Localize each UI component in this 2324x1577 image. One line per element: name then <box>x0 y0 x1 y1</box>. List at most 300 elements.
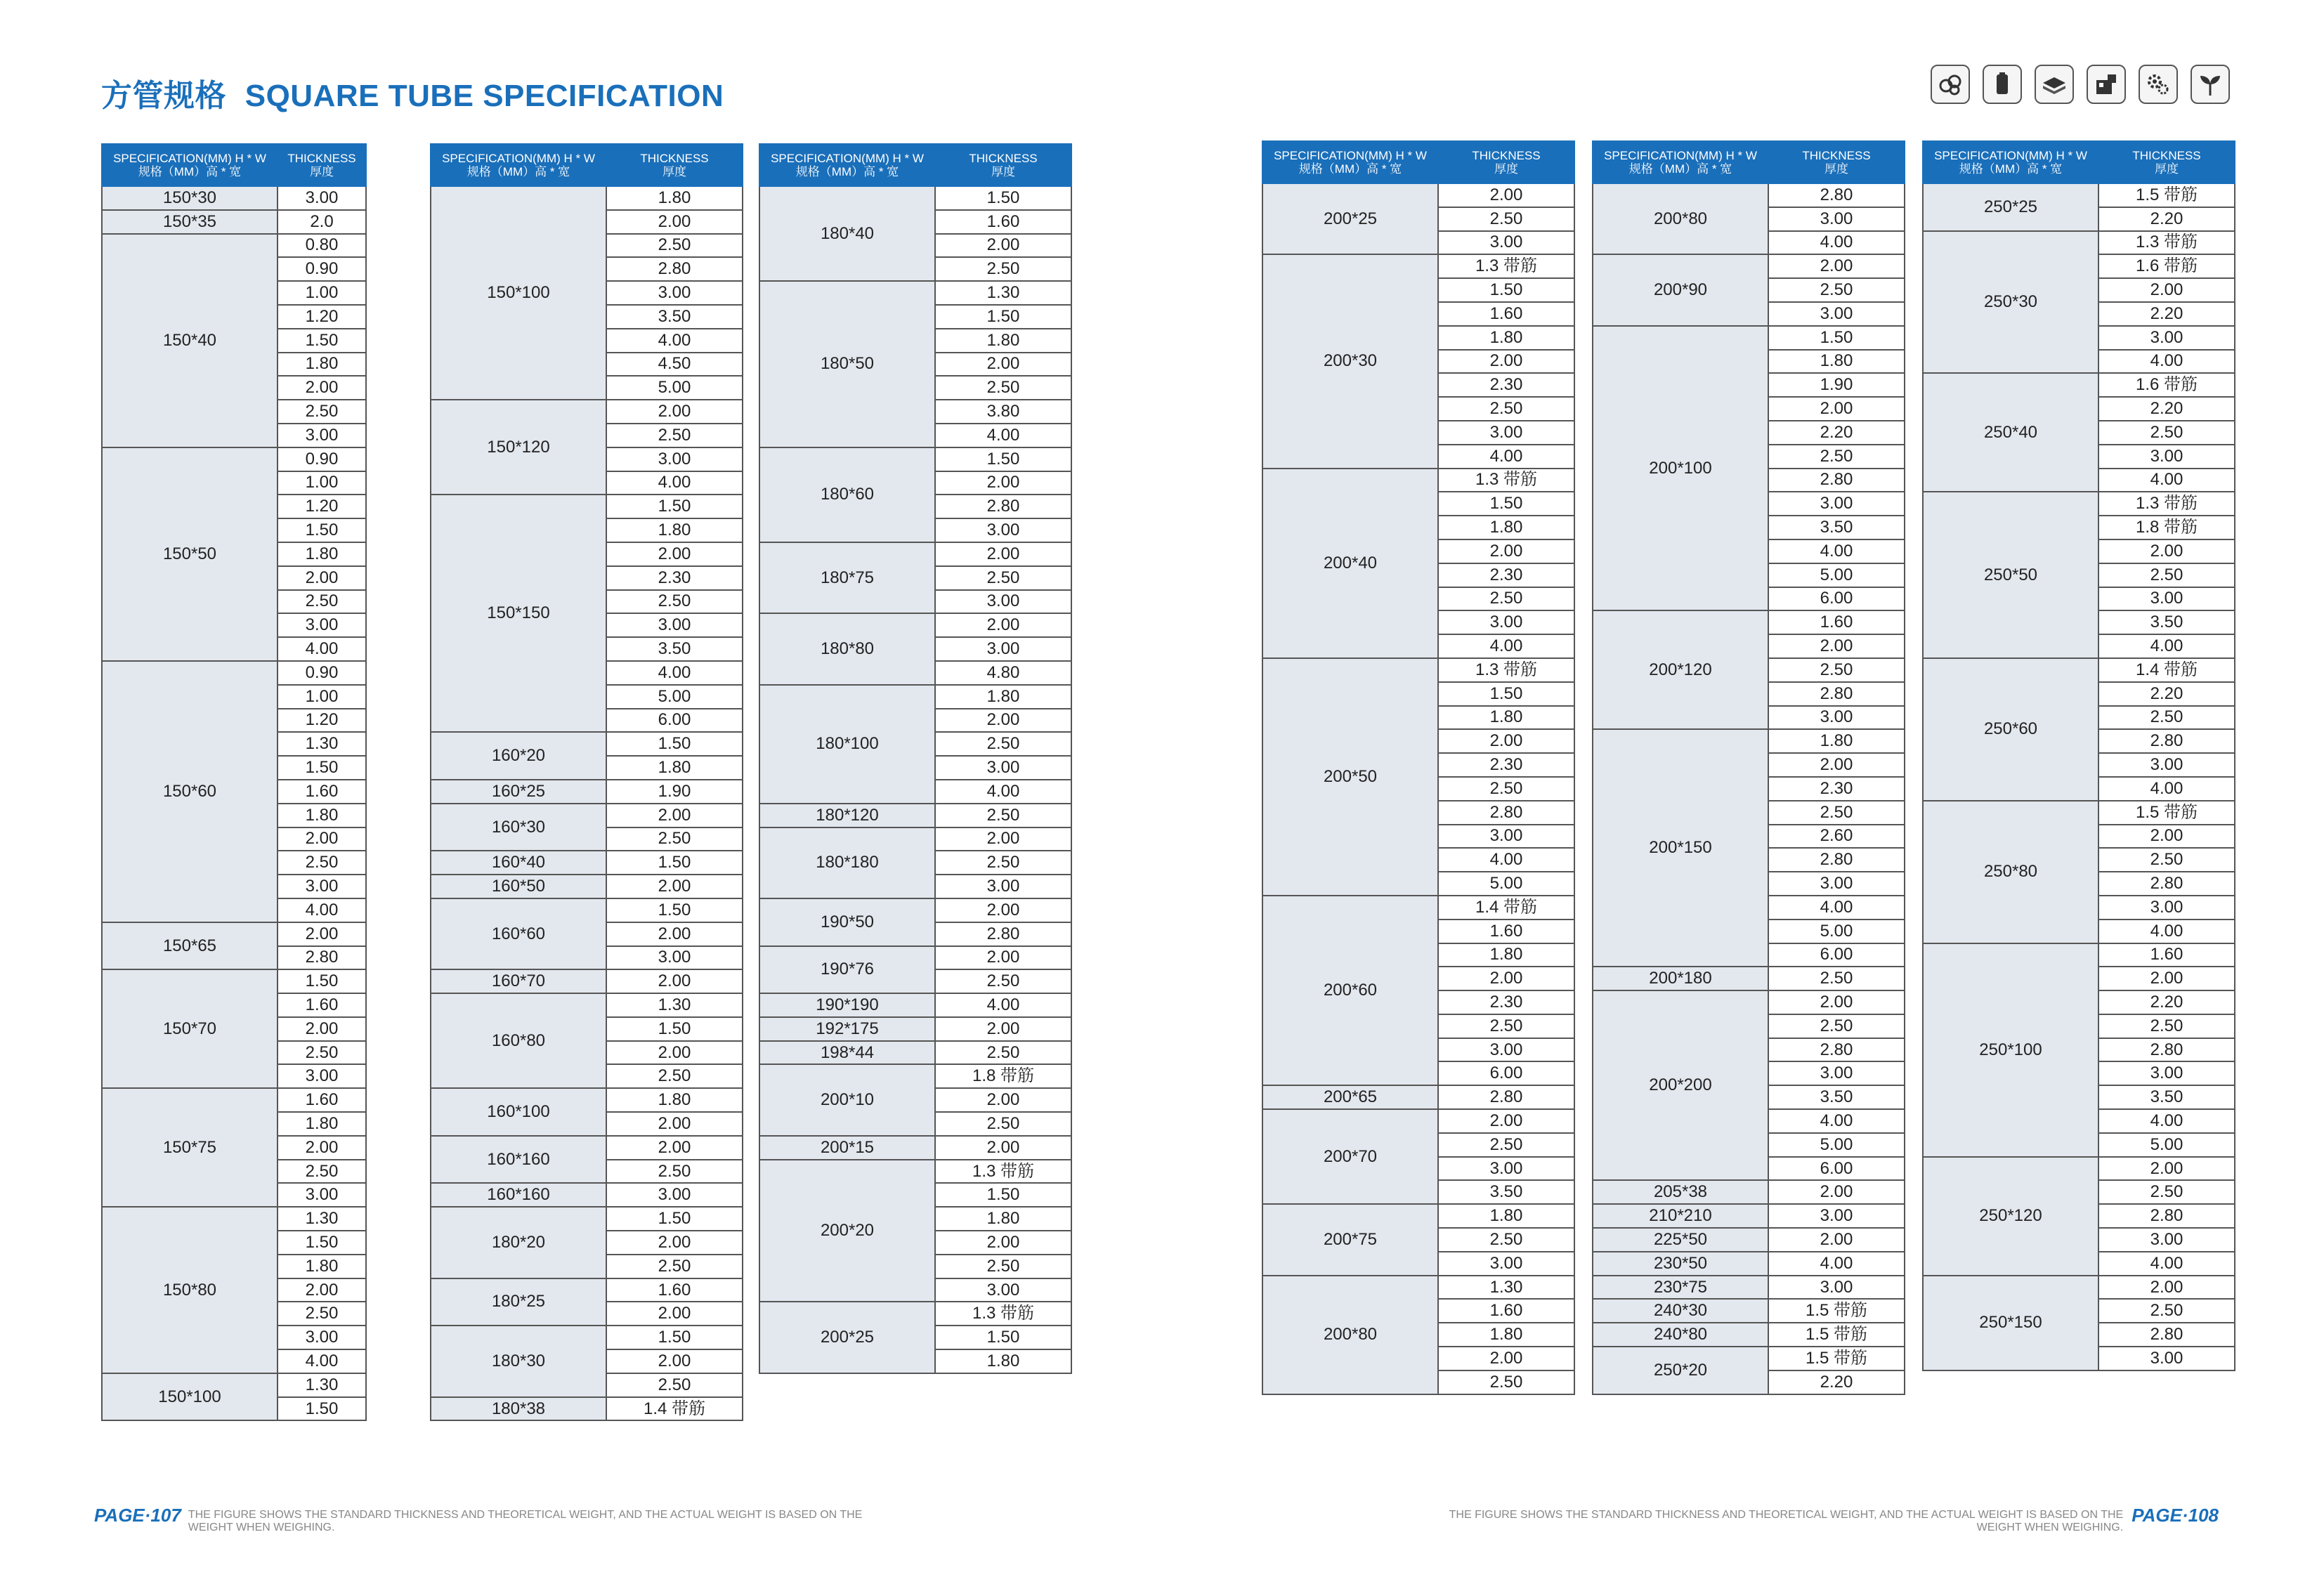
thickness-column-header: THICKNESS 厚度 <box>2098 141 2235 183</box>
spec-cell: 180*25 <box>431 1278 606 1326</box>
spec-cell: 200*100 <box>1593 326 1768 611</box>
table-row <box>431 969 743 993</box>
spec-cell: 180*50 <box>759 281 935 447</box>
thickness-cell: 2.80 <box>606 257 743 281</box>
spec-cell: 160*160 <box>431 1136 606 1184</box>
thickness-cell: 1.80 <box>278 804 366 827</box>
spec-cell: 180*180 <box>759 827 935 898</box>
thickness-cell: 2.20 <box>2098 990 2235 1014</box>
thickness-cell: 2.50 <box>935 1255 1071 1278</box>
spec-table-6 <box>1922 140 2235 1371</box>
thickness-cell: 2.50 <box>2098 1180 2235 1204</box>
thickness-cell: 3.00 <box>2098 326 2235 350</box>
thickness-cell: 4.00 <box>2098 920 2235 943</box>
thickness-cell: 3.00 <box>1438 1252 1574 1276</box>
table-header <box>1923 141 2235 183</box>
thickness-cell: 1.30 <box>278 1373 366 1397</box>
spec-cell: 160*40 <box>431 851 606 875</box>
thickness-cell: 2.00 <box>606 210 743 234</box>
thickness-cell: 2.50 <box>278 400 366 424</box>
table-row <box>1262 1204 1574 1228</box>
thickness-cell: 2.00 <box>606 875 743 898</box>
thickness-cell: 1.60 <box>278 993 366 1017</box>
thickness-cell: 3.00 <box>935 637 1071 661</box>
thickness-cell: 3.00 <box>2098 1228 2235 1252</box>
page-number-left: PAGE·107 <box>94 1505 181 1526</box>
thickness-cell: 2.00 <box>278 922 366 946</box>
table-row <box>759 281 1071 305</box>
thickness-cell: 1.60 <box>278 780 366 804</box>
spec-cell: 200*75 <box>1262 1204 1438 1275</box>
thickness-cell: 2.80 <box>1768 183 1905 207</box>
spec-cell: 250*120 <box>1923 1157 2098 1276</box>
thickness-cell: 2.00 <box>278 566 366 590</box>
thickness-cell: 1.6 带筋 <box>2098 373 2235 397</box>
thickness-cell: 2.00 <box>935 1136 1071 1160</box>
footer-note-right: THE FIGURE SHOWS THE STANDARD THICKNESS AND THEORETICAL WEIGHT, AND THE ACTUAL WEIGHT IS BASED ON THE WEIGHT WHEN WEIGHING. <box>1449 1509 2124 1533</box>
thickness-cell: 2.50 <box>935 376 1071 400</box>
spec-cell: 250*80 <box>1923 801 2098 943</box>
table-row <box>1923 373 2235 397</box>
thickness-cell: 2.00 <box>278 827 366 851</box>
thickness-cell: 2.00 <box>1768 397 1905 421</box>
spec-cell: 200*50 <box>1262 658 1438 896</box>
thickness-cell: 2.50 <box>1768 658 1905 682</box>
spec-cell: 200*25 <box>1262 183 1438 254</box>
spec-cell: 160*25 <box>431 780 606 804</box>
thickness-cell: 2.00 <box>1438 1109 1574 1133</box>
spec-cell: 200*70 <box>1262 1109 1438 1204</box>
thickness-cell: 1.80 <box>278 1255 366 1278</box>
thickness-cell: 1.50 <box>606 898 743 922</box>
page-title <box>101 70 724 115</box>
spec-cell: 200*60 <box>1262 896 1438 1085</box>
spec-column-header: SPECIFICATION(MM) H * W 规格（MM）高 * 宽 <box>102 144 278 186</box>
cylinder-icon[interactable] <box>1983 65 2022 104</box>
table-row <box>431 186 743 210</box>
spec-cell: 200*150 <box>1593 729 1768 967</box>
spec-cell: 230*50 <box>1593 1252 1768 1276</box>
thickness-cell: 2.50 <box>2098 563 2235 587</box>
thickness-cell: 2.30 <box>1438 373 1574 397</box>
thickness-cell: 5.00 <box>1438 872 1574 896</box>
table-row <box>1593 1276 1905 1300</box>
table-row <box>102 922 366 946</box>
page-number-right: PAGE·108 <box>2132 1505 2219 1526</box>
table-row <box>1593 326 1905 350</box>
thickness-cell: 0.80 <box>278 234 366 258</box>
spec-cell: 150*50 <box>102 447 278 661</box>
spec-cell: 160*30 <box>431 804 606 851</box>
thickness-cell: 2.50 <box>1768 1014 1905 1038</box>
thickness-cell: 1.60 <box>2098 943 2235 967</box>
thickness-cell: 2.50 <box>935 969 1071 993</box>
thickness-cell: 1.80 <box>935 1349 1071 1373</box>
thickness-cell: 2.50 <box>1438 1370 1574 1394</box>
thickness-cell: 1.80 <box>606 756 743 780</box>
spec-cell: 180*120 <box>759 804 935 827</box>
thickness-cell: 5.00 <box>2098 1133 2235 1157</box>
thickness-cell: 2.80 <box>278 946 366 970</box>
thickness-cell: 6.00 <box>1438 1061 1574 1085</box>
spec-cell: 192*175 <box>759 1017 935 1041</box>
table-row <box>431 875 743 898</box>
thickness-cell: 3.50 <box>2098 610 2235 634</box>
thickness-cell: 2.80 <box>1768 848 1905 872</box>
thickness-cell: 1.8 带筋 <box>2098 516 2235 539</box>
thickness-cell: 2.50 <box>2098 848 2235 872</box>
thickness-cell: 4.00 <box>2098 1109 2235 1133</box>
thickness-cell: 2.50 <box>2098 1014 2235 1038</box>
thickness-cell: 2.00 <box>1768 1228 1905 1252</box>
spec-cell: 150*65 <box>102 922 278 970</box>
thickness-cell: 2.50 <box>1438 1228 1574 1252</box>
spec-cell: 150*150 <box>431 495 606 732</box>
thickness-cell: 2.00 <box>1438 350 1574 374</box>
thickness-cell: 4.00 <box>2098 634 2235 658</box>
thickness-cell: 3.00 <box>2098 753 2235 777</box>
thickness-cell: 5.00 <box>1768 920 1905 943</box>
thickness-cell: 4.00 <box>1438 634 1574 658</box>
thickness-cell: 2.50 <box>2098 421 2235 445</box>
thickness-cell: 2.00 <box>606 922 743 946</box>
thickness-cell: 4.00 <box>2098 777 2235 801</box>
thickness-cell: 1.50 <box>1438 492 1574 516</box>
spec-cell: 200*65 <box>1262 1085 1438 1109</box>
thickness-cell: 3.00 <box>1768 1061 1905 1085</box>
thickness-cell: 1.5 带筋 <box>1768 1347 1905 1370</box>
thickness-cell: 2.00 <box>606 1302 743 1326</box>
thickness-cell: 2.50 <box>1768 278 1905 302</box>
thickness-cell: 3.00 <box>935 590 1071 614</box>
table-row <box>102 1088 366 1112</box>
spec-cell: 180*38 <box>431 1397 606 1421</box>
table-row <box>102 969 366 993</box>
spec-cell: 180*100 <box>759 685 935 804</box>
thickness-cell: 1.50 <box>1438 278 1574 302</box>
thickness-cell: 1.50 <box>278 329 366 353</box>
thickness-cell: 1.5 带筋 <box>2098 801 2235 825</box>
thickness-cell: 2.00 <box>2098 967 2235 990</box>
spec-cell: 200*40 <box>1262 469 1438 658</box>
thickness-cell: 3.00 <box>1438 1038 1574 1062</box>
thickness-cell: 2.00 <box>606 1349 743 1373</box>
thickness-cell: 5.00 <box>1768 1133 1905 1157</box>
thickness-cell: 1.4 带筋 <box>606 1397 743 1421</box>
table-row <box>431 1278 743 1302</box>
table-row <box>759 613 1071 637</box>
thickness-cell: 3.00 <box>278 613 366 637</box>
thickness-cell: 2.30 <box>606 566 743 590</box>
thickness-cell: 2.50 <box>606 590 743 614</box>
spec-cell: 180*75 <box>759 542 935 613</box>
thickness-cell: 2.80 <box>1438 1085 1574 1109</box>
thickness-cell: 1.50 <box>278 1231 366 1255</box>
table-row <box>102 447 366 471</box>
spec-column-header: SPECIFICATION(MM) H * W 规格（MM）高 * 宽 <box>1593 141 1768 183</box>
spec-cell: 180*60 <box>759 447 935 542</box>
thickness-cell: 2.50 <box>606 234 743 258</box>
table-row <box>759 685 1071 709</box>
table-row <box>759 804 1071 827</box>
thickness-cell: 3.00 <box>1768 302 1905 326</box>
sheet-icon[interactable] <box>2035 65 2074 104</box>
thickness-cell: 3.00 <box>2098 1061 2235 1085</box>
table-row <box>1593 1323 1905 1347</box>
thickness-cell: 1.3 带筋 <box>935 1160 1071 1184</box>
thickness-cell: 3.00 <box>1438 610 1574 634</box>
thickness-cell: 1.50 <box>935 447 1071 471</box>
thickness-cell: 2.30 <box>1768 777 1905 801</box>
spec-cell: 240*80 <box>1593 1323 1768 1347</box>
thickness-cell: 0.90 <box>278 661 366 685</box>
thickness-cell: 1.3 带筋 <box>2098 492 2235 516</box>
spec-cell: 200*80 <box>1593 183 1768 254</box>
spec-cell: 180*80 <box>759 613 935 684</box>
thickness-cell: 2.80 <box>2098 729 2235 753</box>
thickness-cell: 2.00 <box>278 1017 366 1041</box>
table-row <box>1593 1252 1905 1276</box>
thickness-cell: 1.50 <box>1438 682 1574 706</box>
thickness-cell: 2.00 <box>1768 254 1905 278</box>
thickness-cell: 2.50 <box>278 1302 366 1326</box>
thickness-cell: 2.00 <box>935 471 1071 495</box>
thickness-cell: 2.00 <box>1438 1347 1574 1370</box>
thickness-cell: 2.00 <box>606 1231 743 1255</box>
thickness-cell: 1.5 带筋 <box>1768 1323 1905 1347</box>
thickness-cell: 3.50 <box>1438 1180 1574 1204</box>
thickness-cell: 2.00 <box>935 1231 1071 1255</box>
thickness-cell: 1.30 <box>1438 1276 1574 1300</box>
table-row <box>1593 254 1905 278</box>
thickness-cell: 0.90 <box>278 257 366 281</box>
spec-cell: 150*70 <box>102 969 278 1088</box>
thickness-cell: 5.00 <box>606 685 743 709</box>
spec-cell: 250*30 <box>1923 231 2098 374</box>
thickness-cell: 1.80 <box>606 186 743 210</box>
thickness-cell: 2.00 <box>935 542 1071 566</box>
machine-icon[interactable] <box>2087 65 2126 104</box>
thickness-cell: 3.00 <box>606 613 743 637</box>
thickness-cell: 1.90 <box>606 780 743 804</box>
thickness-cell: 2.50 <box>1438 397 1574 421</box>
spec-cell: 200*15 <box>759 1136 935 1160</box>
spec-table-1 <box>101 143 367 1421</box>
spec-cell: 160*100 <box>431 1088 606 1136</box>
thickness-cell: 2.50 <box>935 257 1071 281</box>
thickness-cell: 2.50 <box>935 804 1071 827</box>
spec-cell: 198*44 <box>759 1041 935 1065</box>
thickness-cell: 2.50 <box>1438 207 1574 231</box>
spec-column-header: SPECIFICATION(MM) H * W 规格（MM）高 * 宽 <box>759 144 935 186</box>
thickness-cell: 1.50 <box>935 305 1071 329</box>
thickness-cell: 3.00 <box>935 1278 1071 1302</box>
table-row <box>759 1041 1071 1065</box>
thickness-cell: 2.00 <box>278 376 366 400</box>
thickness-cell: 2.00 <box>2098 278 2235 302</box>
thickness-cell: 4.00 <box>606 329 743 353</box>
thickness-cell: 2.00 <box>935 234 1071 258</box>
thickness-cell: 1.5 带筋 <box>1768 1299 1905 1323</box>
thickness-cell: 4.00 <box>1768 539 1905 563</box>
thickness-cell: 2.50 <box>2098 1299 2235 1323</box>
table-row <box>1923 801 2235 825</box>
thickness-cell: 2.00 <box>935 1088 1071 1112</box>
table-row <box>1923 943 2235 967</box>
thickness-cell: 1.60 <box>1438 920 1574 943</box>
thickness-cell: 2.50 <box>606 1064 743 1088</box>
thickness-cell: 6.00 <box>1768 1157 1905 1181</box>
title-zh: 方管规格 <box>101 79 226 113</box>
thickness-cell: 2.50 <box>278 590 366 614</box>
table-row <box>1593 1204 1905 1228</box>
thickness-cell: 2.00 <box>1438 729 1574 753</box>
thickness-cell: 3.00 <box>278 186 366 210</box>
thickness-cell: 3.00 <box>1438 231 1574 255</box>
thickness-cell: 1.60 <box>606 1278 743 1302</box>
thickness-cell: 2.60 <box>1768 825 1905 849</box>
spec-cell: 250*50 <box>1923 492 2098 658</box>
table-header <box>1593 141 1905 183</box>
thickness-cell: 2.20 <box>2098 207 2235 231</box>
table-row <box>1593 1347 1905 1370</box>
spec-cell: 150*40 <box>102 234 278 447</box>
thickness-cell: 2.20 <box>2098 682 2235 706</box>
thickness-cell: 1.50 <box>278 756 366 780</box>
thickness-cell: 2.30 <box>1438 753 1574 777</box>
thickness-cell: 2.00 <box>935 709 1071 733</box>
table-row <box>431 495 743 518</box>
thickness-cell: 4.00 <box>278 1349 366 1373</box>
thickness-cell: 4.00 <box>935 993 1071 1017</box>
thickness-cell: 1.3 带筋 <box>2098 231 2235 255</box>
thickness-column-header: THICKNESS 厚度 <box>1438 141 1574 183</box>
thickness-column-header: THICKNESS 厚度 <box>935 144 1071 186</box>
table-row <box>1593 729 1905 753</box>
thickness-cell: 2.00 <box>606 1136 743 1160</box>
thickness-cell: 2.00 <box>1438 967 1574 990</box>
thickness-cell: 2.50 <box>935 1041 1071 1065</box>
thickness-cell: 2.30 <box>1438 563 1574 587</box>
thickness-cell: 4.00 <box>935 424 1071 447</box>
thickness-cell: 3.00 <box>1768 492 1905 516</box>
thickness-cell: 3.00 <box>2098 587 2235 611</box>
spec-cell: 160*50 <box>431 875 606 898</box>
table-row <box>1262 254 1574 278</box>
thickness-cell: 1.50 <box>1768 326 1905 350</box>
table-row <box>1262 896 1574 920</box>
spec-cell: 190*50 <box>759 898 935 946</box>
thickness-column-header: THICKNESS 厚度 <box>606 144 743 186</box>
thickness-cell: 2.50 <box>606 424 743 447</box>
thickness-cell: 2.50 <box>1768 967 1905 990</box>
thickness-cell: 2.80 <box>2098 1323 2235 1347</box>
thickness-cell: 1.50 <box>935 186 1071 210</box>
thickness-cell: 2.50 <box>1438 1014 1574 1038</box>
thickness-cell: 2.00 <box>935 898 1071 922</box>
thickness-cell: 1.90 <box>1768 373 1905 397</box>
thickness-cell: 4.00 <box>278 898 366 922</box>
table-row <box>431 400 743 424</box>
spec-cell: 190*76 <box>759 946 935 994</box>
table-row <box>759 1160 1071 1184</box>
thickness-cell: 2.00 <box>935 946 1071 970</box>
spec-cell: 200*200 <box>1593 990 1768 1180</box>
spec-cell: 150*30 <box>102 186 278 210</box>
thickness-cell: 3.00 <box>1768 207 1905 231</box>
table-row <box>431 780 743 804</box>
spec-cell: 150*100 <box>102 1373 278 1421</box>
table-row <box>1262 469 1574 492</box>
table-row <box>759 1302 1071 1326</box>
thickness-cell: 2.20 <box>1768 421 1905 445</box>
thickness-cell: 4.00 <box>1438 848 1574 872</box>
thickness-cell: 3.00 <box>1438 421 1574 445</box>
thickness-cell: 2.80 <box>1768 682 1905 706</box>
thickness-cell: 1.60 <box>1768 610 1905 634</box>
thickness-cell: 2.20 <box>2098 302 2235 326</box>
thickness-cell: 4.00 <box>2098 469 2235 492</box>
table-row <box>759 827 1071 851</box>
thickness-cell: 2.50 <box>935 566 1071 590</box>
table-row <box>1923 658 2235 682</box>
thickness-cell: 3.00 <box>1768 1276 1905 1300</box>
thickness-cell: 3.00 <box>606 281 743 305</box>
thickness-cell: 2.00 <box>2098 1276 2235 1300</box>
table-row <box>431 1088 743 1112</box>
table-row <box>1593 610 1905 634</box>
thickness-cell: 1.80 <box>606 1088 743 1112</box>
thickness-cell: 2.50 <box>2098 706 2235 730</box>
spec-cell: 200*120 <box>1593 610 1768 729</box>
thickness-cell: 1.80 <box>606 518 743 542</box>
thickness-cell: 1.8 带筋 <box>935 1064 1071 1088</box>
thickness-cell: 3.00 <box>606 447 743 471</box>
thickness-cell: 3.00 <box>1438 825 1574 849</box>
thickness-cell: 2.00 <box>606 542 743 566</box>
thickness-cell: 4.00 <box>606 661 743 685</box>
thickness-cell: 1.50 <box>278 969 366 993</box>
pipes-icon[interactable] <box>1931 65 1970 104</box>
table-row <box>1593 1299 1905 1323</box>
thickness-cell: 1.80 <box>1438 516 1574 539</box>
table-row <box>759 993 1071 1017</box>
thickness-cell: 1.3 带筋 <box>1438 469 1574 492</box>
gears-icon[interactable] <box>2139 65 2178 104</box>
spec-cell: 180*40 <box>759 186 935 281</box>
thickness-cell: 4.00 <box>2098 350 2235 374</box>
table-row <box>431 1207 743 1231</box>
thickness-cell: 1.20 <box>278 305 366 329</box>
spec-cell: 200*180 <box>1593 967 1768 990</box>
plant-icon[interactable] <box>2191 65 2230 104</box>
thickness-cell: 2.50 <box>278 1160 366 1184</box>
spec-cell: 205*38 <box>1593 1180 1768 1204</box>
table-header <box>1262 141 1574 183</box>
thickness-cell: 1.3 带筋 <box>1438 254 1574 278</box>
thickness-cell: 2.00 <box>935 827 1071 851</box>
table-row <box>431 1397 743 1421</box>
thickness-cell: 1.50 <box>606 1017 743 1041</box>
thickness-cell: 2.50 <box>935 1112 1071 1136</box>
spec-cell: 160*60 <box>431 898 606 969</box>
thickness-cell: 6.00 <box>1768 587 1905 611</box>
table-row <box>431 1326 743 1349</box>
spec-cell: 200*25 <box>759 1302 935 1373</box>
thickness-cell: 2.00 <box>1768 634 1905 658</box>
thickness-cell: 4.00 <box>1768 1109 1905 1133</box>
thickness-cell: 1.50 <box>935 1326 1071 1349</box>
